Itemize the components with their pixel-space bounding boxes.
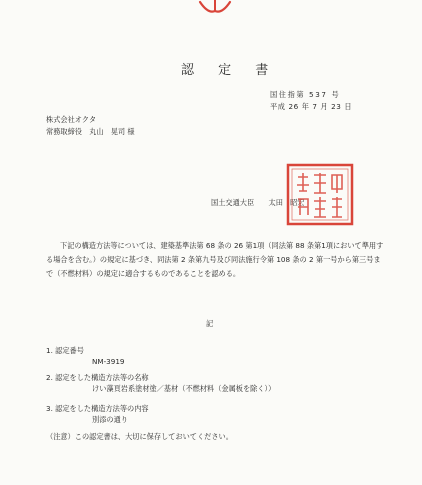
recipient-person: 常務取締役 丸山 晃司 様 — [46, 127, 135, 136]
item-label: 1. 認定番号 — [46, 346, 84, 355]
issue-date: 平成 26 年 7 月 23 日 — [270, 102, 353, 111]
issuer-name: 国土交通大臣 太田 昭宏 — [211, 198, 305, 207]
caution-note: （注意）この認定書は、大切に保存しておいてください。 — [46, 432, 233, 441]
item-value: 別添の通り — [92, 415, 128, 424]
official-seal-stamp — [286, 163, 354, 226]
item-label: 2. 認定をした構造方法等の名称 — [46, 373, 149, 382]
ki-heading: 記 — [206, 319, 214, 328]
top-seal-mark — [198, 0, 232, 16]
item-value: けい藻頁岩系塗材塗／基材（不燃材料（金属板を除く）） — [92, 384, 276, 393]
document-title: 認 定 書 — [181, 63, 279, 78]
reference-number: 国住指第 537 号 — [270, 90, 341, 99]
recipient-company: 株式会社オクタ — [46, 115, 97, 124]
item-label: 3. 認定をした構造方法等の内容 — [46, 404, 149, 413]
certification-body-text: 下記の構造方法等については、建築基準法第 68 条の 26 第1項（同法第 88 条第1項において準用する場合を含む。）の規定に基づき、同法第 2 条第九号及び同法施行令第 108 条の 2 第一号から第三号まで（不燃材料）の規定に適合するものであることを認める。 — [46, 241, 384, 278]
item-value: NM-3919 — [92, 357, 125, 366]
